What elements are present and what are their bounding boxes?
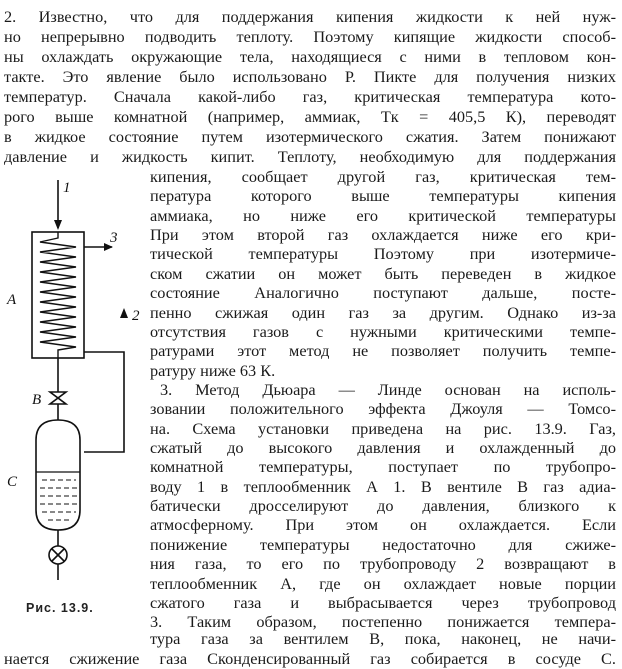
text-line: на. Схема установки приведена на рис. 13.9. Газ, (150, 418, 616, 438)
text-line: понижение температуры недостаточно для сжиже- (150, 534, 616, 554)
label-3: 3 (110, 230, 118, 246)
text-line: кипения, сообщает другой газ, критическая тем- (150, 167, 616, 186)
text-line: батически дросселируют до давления, близкого к (150, 496, 616, 516)
text-line: состояние Аналогично поступают дальше, посте- (150, 283, 616, 303)
text-line: 2. Известно, что для поддержания кипения жидкости к ней нуж- (4, 7, 616, 26)
text-line: ском сжатии он может быть переведен в жидкое (150, 263, 616, 283)
text-line: в жидкое состояние путем изотермического сжатия. Затем понижают (4, 127, 616, 146)
text-line: аммиака, но ниже его критической температуры (150, 205, 616, 225)
figure-13-9 (0, 0, 150, 620)
text-line: атмосферному. При этом он охлаждается. Если (150, 515, 616, 535)
text-line: ны охлаждать окружающие тела, находящиеся с ними в тепловом кон- (4, 47, 616, 66)
vessel-C (36, 420, 80, 530)
text-line: При этом второй газ охлаждается ниже его кри- (150, 225, 616, 245)
text-line: сжатый до высокого давления и охлажденный до (150, 438, 616, 458)
text-line: комнатной температуры, поступает по трубопро- (150, 457, 616, 477)
text-line: но непрерывно подводить теплоту. Поэтому кипящие жидкости способ- (4, 27, 616, 46)
text-line: тура газа за вентилем В, пока, наконец, не начи- (150, 629, 616, 648)
text-line: ратуру ниже 63 К. (150, 360, 276, 380)
coil (40, 232, 76, 358)
text-line: тической температуры Поэтому при изотермиче- (150, 244, 616, 264)
valve-B-icon (50, 392, 66, 404)
text-line: 3. Метод Дьюара — Линде основан на исполь- (160, 379, 616, 399)
return-pipe-2 (84, 352, 124, 452)
label-C: C (7, 474, 18, 490)
text-line: сжатого газа и выбрасывается через трубопровод (150, 592, 616, 612)
text-line: ния газа, то его по трубопроводу 2 возвращают в (150, 554, 616, 574)
text-line: пература которого выше температуры кипения (150, 186, 616, 206)
label-A: A (7, 292, 17, 308)
text-line: ратурами этот метод не позволяет получить темпе- (150, 341, 616, 361)
label-B: B (32, 392, 42, 408)
return-arrow-icon (120, 308, 128, 318)
text-line: отсутствия газов с нужными критическими темпе- (150, 321, 616, 341)
text-line: пенно сжижая один газ за другим. Однако из-за (150, 302, 616, 322)
text-line: воду 1 в теплообменник А 1. В вентиле В газ адиа- (150, 476, 616, 496)
label-2: 2 (132, 308, 140, 324)
text-line: рого выше комнатной (например, аммиак, Tк = 405,5 К), переводят (4, 107, 616, 126)
text-line: 3. Таким образом, постепенно понижается темпера- (150, 612, 616, 632)
figure-caption: Рис. 13.9. (26, 601, 94, 615)
label-1: 1 (63, 180, 71, 196)
text-line: давление и жидкость кипит. Теплоту, необходимую для поддержания (4, 147, 616, 166)
text-line: зовании положительного эффекта Джоуля — Томсо- (150, 399, 616, 419)
text-line: температур. Сначала какой-либо газ, критическая температура кото- (4, 87, 616, 106)
inlet-arrow-icon (54, 220, 62, 230)
text-line: такте. Это явление было использовано Р. Пикте для получения низких (4, 67, 616, 86)
text-line: нается сжижение газа Сконденсированный газ собирается в сосуде С. (4, 649, 616, 668)
text-line: теплообменник А, где он охлаждает новые порции (150, 573, 616, 593)
